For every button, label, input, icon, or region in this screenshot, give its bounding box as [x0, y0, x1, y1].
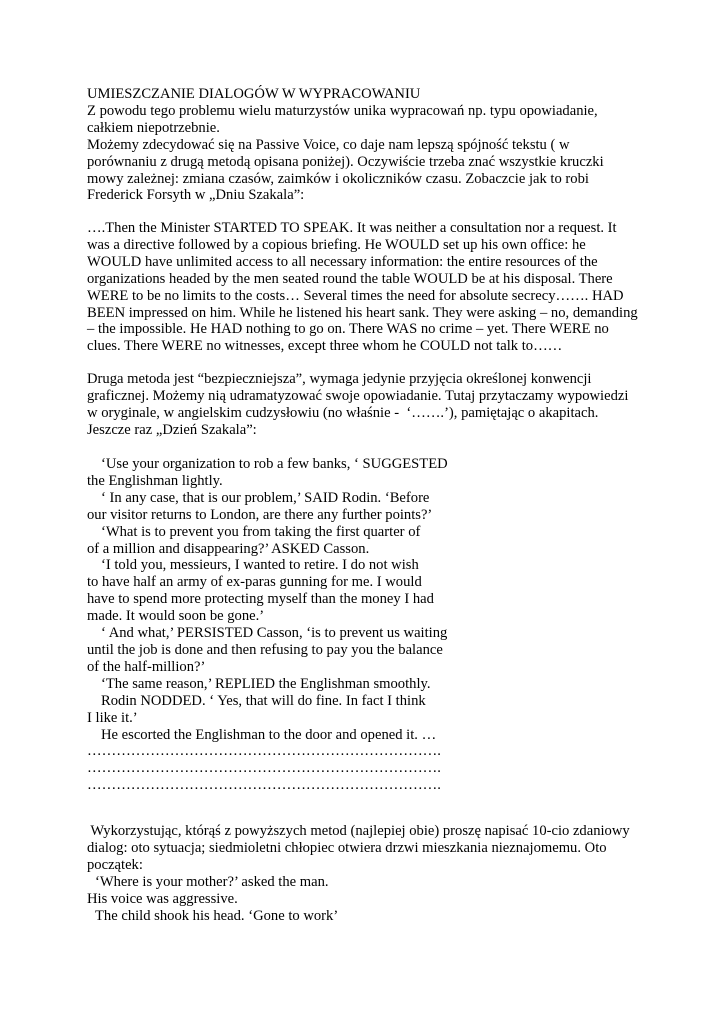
- passive-voice-quote: [87, 220, 647, 355]
- assignment-line: The child shook his head. ‘Gone to work’: [95, 907, 339, 924]
- ellipsis-line: ……………………………………………………………….: [87, 777, 441, 794]
- dialogue-line: our visitor returns to London, are there any further points?’: [87, 506, 433, 523]
- assignment-section: [87, 823, 647, 924]
- quote-line: organizations headed by the men seated round the table WOULD be at his disposal. There: [87, 270, 613, 287]
- assignment-line: His voice was aggressive.: [87, 890, 238, 907]
- second-method-section: [87, 371, 647, 439]
- dialogue-line: I like it.’: [87, 709, 138, 726]
- ellipsis-line: ……………………………………………………………….: [87, 743, 441, 760]
- dialogue-line: until the job is done and then refusing to pay you the balance: [87, 641, 443, 658]
- intro-line: całkiem niepotrzebnie.: [87, 119, 220, 136]
- intro-section: [87, 86, 647, 204]
- dialogue-line: to have half an army of ex-paras gunning for me. I would: [87, 574, 422, 591]
- intro-line: Frederick Forsyth w „Dniu Szakala”:: [87, 187, 305, 204]
- method-line: Jeszcze raz „Dzień Szakala”:: [87, 421, 257, 438]
- dialogue-line: made. It would soon be gone.’: [87, 608, 265, 625]
- dialogue-line: He escorted the Englishman to the door and opened it. …: [101, 726, 437, 743]
- quote-line: was a directive followed by a copious briefing. He WOULD set up his own office: he: [87, 236, 586, 253]
- dialogue-line: ‘Use your organization to rob a few banks, ‘ SUGGESTED: [101, 456, 448, 472]
- intro-line: mowy zależnej: zmiana czasów, zaimków i okoliczników czasu. Zobaczcie jak to robi: [87, 170, 589, 187]
- dialogue-line: ‘I told you, messieurs, I wanted to retire. I do not wish: [101, 557, 419, 574]
- intro-line: Z powodu tego problemu wielu maturzystów unika wypracowań np. typu opowiadanie,: [87, 102, 598, 119]
- intro-line: porównaniu z drugą metodą opisana poniżej). Oczywiście trzeba znać wszystkie kruczki: [87, 153, 604, 170]
- assignment-line: dialog: oto sytuacja; siedmioletni chłopiec otwiera drzwi mieszkania nieznajomemu. Oto: [87, 839, 607, 856]
- assignment-line: Wykorzystując, którąś z powyższych metod (najlepiej obie) proszę napisać 10-cio zdaniowy: [87, 823, 630, 839]
- document-heading: UMIESZCZANIE DIALOGÓW W WYPRACOWANIU: [87, 86, 421, 102]
- intro-line: Możemy zdecydować się na Passive Voice, co daje nam lepszą spójność tekstu ( w: [87, 136, 570, 153]
- quote-line: WOULD have unlimited access to all necessary information: the entire resources of the: [87, 253, 598, 270]
- assignment-line: ‘Where is your mother?’ asked the man.: [95, 873, 329, 890]
- method-line: w oryginale, w angielskim cudzysłowiu (no właśnie - ‘…….’), pamiętając o akapitach.: [87, 404, 599, 421]
- method-line: Druga metoda jest “bezpieczniejsza”, wymaga jedynie przyjęcia określonej konwencji: [87, 371, 592, 387]
- dialogue-line: ‘ And what,’ PERSISTED Casson, ‘is to prevent us waiting: [101, 625, 448, 642]
- quote-line: ….Then the Minister STARTED TO SPEAK. It was neither a consultation nor a request. It: [87, 220, 617, 236]
- quote-line: WERE to be no limits to the costs… Several times the need for absolute secrecy……. HAD: [87, 287, 624, 304]
- quote-line: clues. There WERE no witnesses, except three whom he COULD not talk to……: [87, 338, 563, 355]
- assignment-line: początek:: [87, 856, 143, 873]
- quote-line: – the impossible. He HAD nothing to go on. There WAS no crime – yet. There WERE no: [87, 321, 609, 338]
- method-line: graficznej. Możemy nią udramatyzować swoje opowiadanie. Tutaj przytaczamy wypowiedzi: [87, 387, 629, 404]
- dialogue-line: ‘ In any case, that is our problem,’ SAID Rodin. ‘Before: [101, 489, 430, 506]
- dialogue-quote: [87, 456, 477, 794]
- dialogue-line: of a million and disappearing?’ ASKED Casson.: [87, 540, 370, 557]
- dialogue-line: have to spend more protecting myself than the money I had: [87, 591, 434, 608]
- ellipsis-line: ……………………………………………………………….: [87, 760, 441, 777]
- dialogue-line: of the half-million?’: [87, 658, 206, 675]
- quote-line: BEEN impressed on him. While he listened his heart sank. They were asking – no, demanding: [87, 304, 638, 321]
- dialogue-line: ‘The same reason,’ REPLIED the Englishman smoothly.: [101, 675, 431, 692]
- dialogue-line: ‘What is to prevent you from taking the first quarter of: [101, 523, 421, 540]
- dialogue-line: Rodin NODDED. ‘ Yes, that will do fine. In fact I think: [101, 692, 426, 709]
- dialogue-line: the Englishman lightly.: [87, 472, 223, 489]
